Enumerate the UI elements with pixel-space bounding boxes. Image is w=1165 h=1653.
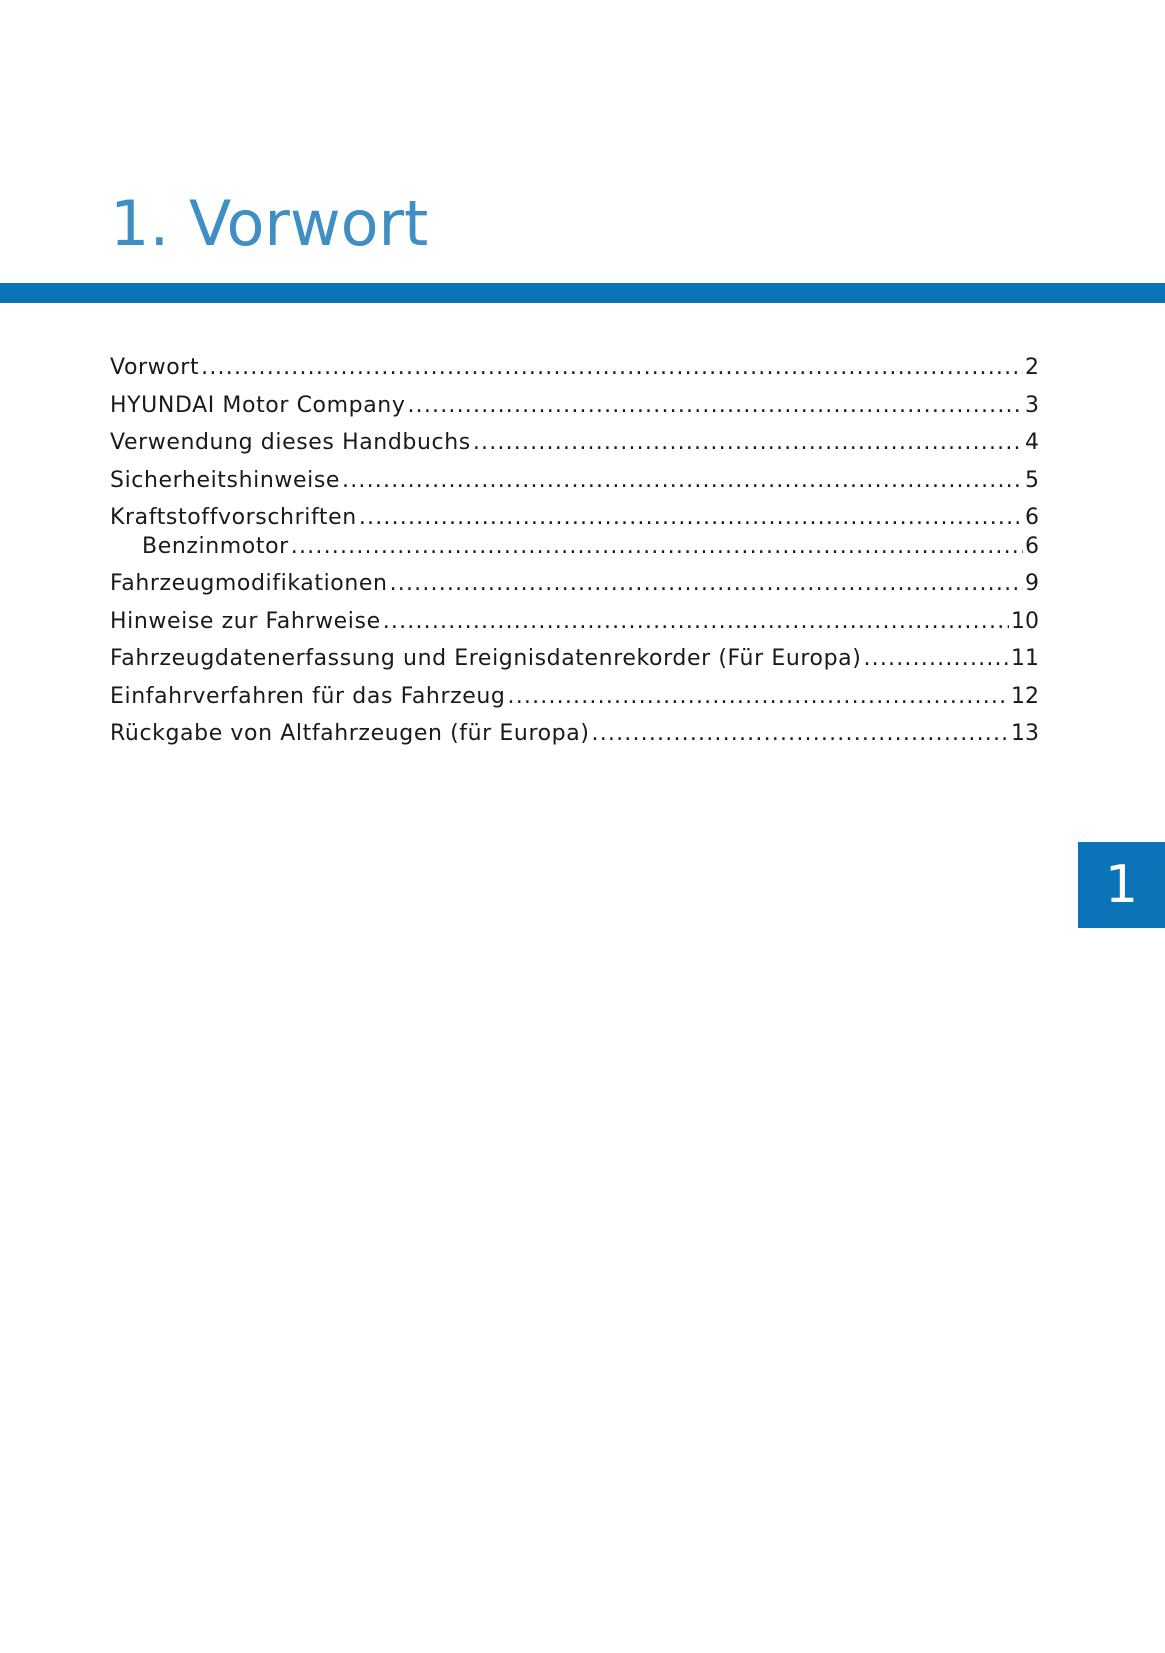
toc-leader-dots bbox=[383, 609, 1009, 634]
toc-entry-page: 4 bbox=[1025, 430, 1039, 455]
toc-entry-label: HYUNDAI Motor Company bbox=[110, 392, 406, 418]
toc-entry-page: 6 bbox=[1025, 534, 1039, 559]
toc-entry-fahrzeugdatenerfassung[interactable] bbox=[110, 646, 1039, 684]
toc-entry-einfahrverfahren[interactable] bbox=[110, 684, 1039, 722]
toc-entry-label: Hinweise zur Fahrweise bbox=[110, 608, 381, 634]
chapter-tab-number: 1 bbox=[1104, 855, 1139, 915]
toc-entry-page: 10 bbox=[1011, 608, 1039, 634]
toc-entry-label: Fahrzeugdatenerfassung und Ereignisdatenrekorder (Für Europa) bbox=[110, 646, 862, 671]
toc-entry-page: 2 bbox=[1025, 355, 1039, 380]
toc-entry-page: 6 bbox=[1025, 505, 1039, 530]
toc-entry-vorwort[interactable] bbox=[110, 355, 1039, 393]
toc-entry-page: 13 bbox=[1011, 721, 1039, 746]
toc-leader-dots bbox=[407, 393, 1023, 418]
toc-entry-page: 9 bbox=[1025, 571, 1039, 596]
toc-entry-benzinmotor[interactable] bbox=[110, 534, 1039, 571]
toc-entry-page: 5 bbox=[1025, 467, 1039, 493]
toc-entry-hyundai-motor-company[interactable] bbox=[110, 393, 1039, 431]
toc-entry-label: Rückgabe von Altfahrzeugen (für Europa) bbox=[110, 721, 590, 746]
toc-entry-label: Sicherheitshinweise bbox=[110, 467, 341, 493]
toc-entry-label: Verwendung dieses Handbuchs bbox=[110, 430, 471, 455]
toc-leader-dots bbox=[592, 721, 1009, 746]
toc-leader-dots bbox=[291, 534, 1023, 559]
toc-entry-label: Kraftstoffvorschriften bbox=[110, 505, 357, 530]
toc-entry-page: 12 bbox=[1011, 683, 1039, 709]
toc-leader-dots bbox=[342, 468, 1023, 493]
toc-entry-label: Vorwort bbox=[110, 355, 200, 380]
toc-entry-page: 3 bbox=[1025, 392, 1039, 418]
toc-leader-dots bbox=[201, 355, 1023, 380]
toc-entry-fahrzeugmodifikationen[interactable] bbox=[110, 571, 1039, 609]
toc-leader-dots bbox=[508, 684, 1010, 709]
toc-leader-dots bbox=[359, 505, 1023, 530]
toc-entry-hinweise-zur-fahrweise[interactable] bbox=[110, 609, 1039, 647]
chapter-tab[interactable] bbox=[1078, 842, 1165, 928]
toc-entry-label: Fahrzeugmodifikationen bbox=[110, 571, 388, 596]
toc-leader-dots bbox=[390, 571, 1023, 596]
toc-entry-verwendung-dieses-handbuchs[interactable] bbox=[110, 430, 1039, 468]
toc-entry-page: 11 bbox=[1011, 646, 1039, 671]
title-rule bbox=[0, 283, 1165, 303]
toc-entry-label: Einfahrverfahren für das Fahrzeug bbox=[110, 683, 506, 709]
toc-entry-kraftstoffvorschriften[interactable] bbox=[110, 505, 1039, 534]
chapter-title: 1. Vorwort bbox=[110, 187, 429, 260]
toc-entry-rueckgabe-von-altfahrzeugen[interactable] bbox=[110, 721, 1039, 759]
table-of-contents bbox=[110, 355, 1039, 759]
toc-leader-dots bbox=[473, 430, 1023, 455]
toc-entry-sicherheitshinweise[interactable] bbox=[110, 468, 1039, 506]
toc-entry-label: Benzinmotor bbox=[142, 534, 289, 559]
toc-leader-dots bbox=[863, 646, 1009, 671]
